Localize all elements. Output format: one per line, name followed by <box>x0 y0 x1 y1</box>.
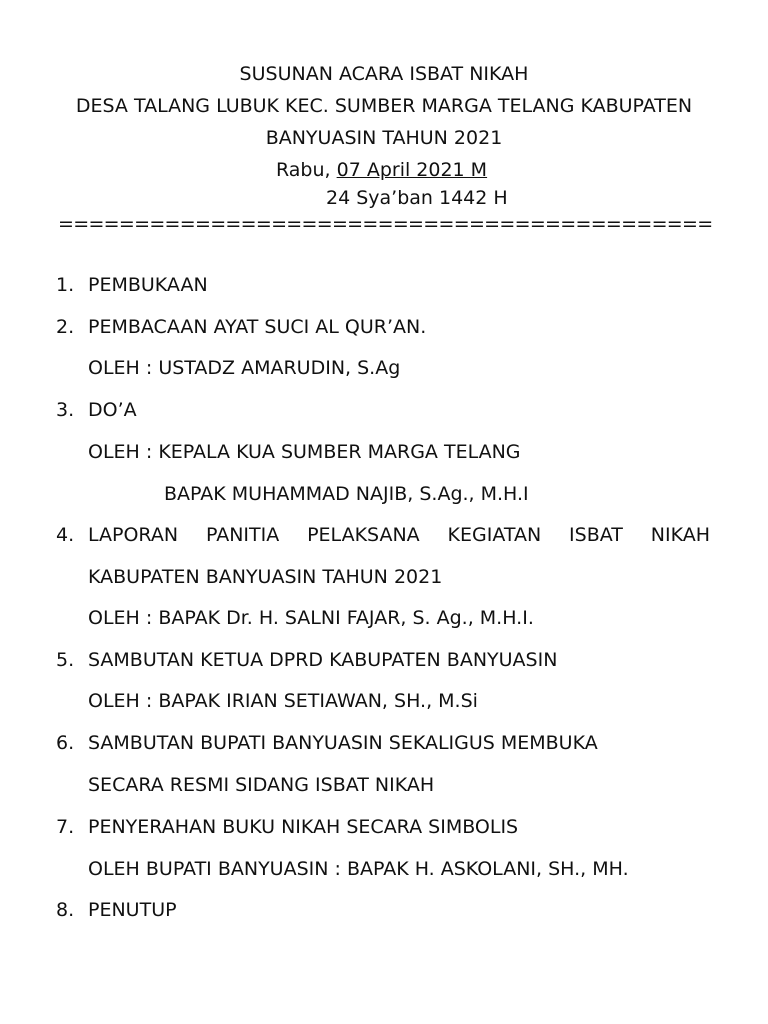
agenda-line: OLEH : USTADZ AMARUDIN, S.Ag <box>88 357 401 379</box>
agenda-line: OLEH : KEPALA KUA SUMBER MARGA TELANG <box>88 441 521 463</box>
agenda-number: 2. <box>56 316 75 338</box>
agenda-number: 8. <box>56 899 75 921</box>
day-label: Rabu, <box>276 159 337 181</box>
separator-line: =========================================== <box>58 213 713 235</box>
location-line-2: BANYUASIN TAHUN 2021 <box>265 127 503 149</box>
agenda-line: SAMBUTAN BUPATI BANYUASIN SEKALIGUS MEMBUKA <box>88 732 598 754</box>
hijri-date: 24 Sya’ban 1442 H <box>326 187 508 209</box>
agenda-line: KABUPATEN BANYUASIN TAHUN 2021 <box>88 566 443 588</box>
date-line <box>276 158 487 182</box>
agenda-line: OLEH : BAPAK Dr. H. SALNI FAJAR, S. Ag., M.H.I. <box>88 607 534 629</box>
location-line-1: DESA TALANG LUBUK KEC. SUMBER MARGA TELANG KABUPATEN <box>75 95 693 117</box>
agenda-line: LAPORAN PANITIA PELAKSANA KEGIATAN ISBAT NIKAH <box>88 524 710 546</box>
agenda-line: SECARA RESMI SIDANG ISBAT NIKAH <box>88 774 435 796</box>
agenda-number: 3. <box>56 399 75 421</box>
agenda-line: DO’A <box>88 399 137 421</box>
agenda-number: 7. <box>56 816 75 838</box>
gregorian-date: 07 April 2021 M <box>336 159 488 181</box>
agenda-number: 6. <box>56 732 75 754</box>
agenda-line: OLEH BUPATI BANYUASIN : BAPAK H. ASKOLANI, SH., MH. <box>88 858 629 880</box>
agenda-number: 5. <box>56 649 75 671</box>
agenda-line: PEMBACAAN AYAT SUCI AL QUR’AN. <box>88 316 427 338</box>
agenda-line: PENUTUP <box>88 899 177 921</box>
agenda-number: 1. <box>56 274 75 296</box>
agenda-line: BAPAK MUHAMMAD NAJIB, S.Ag., M.H.I <box>164 483 529 505</box>
agenda-line: PEMBUKAAN <box>88 274 208 296</box>
agenda-number: 4. <box>56 524 75 546</box>
agenda-line: SAMBUTAN KETUA DPRD KABUPATEN BANYUASIN <box>88 649 558 671</box>
agenda-line: OLEH : BAPAK IRIAN SETIAWAN, SH., M.Si <box>88 690 478 712</box>
document-title: SUSUNAN ACARA ISBAT NIKAH <box>239 63 529 85</box>
agenda-line: PENYERAHAN BUKU NIKAH SECARA SIMBOLIS <box>88 816 519 838</box>
